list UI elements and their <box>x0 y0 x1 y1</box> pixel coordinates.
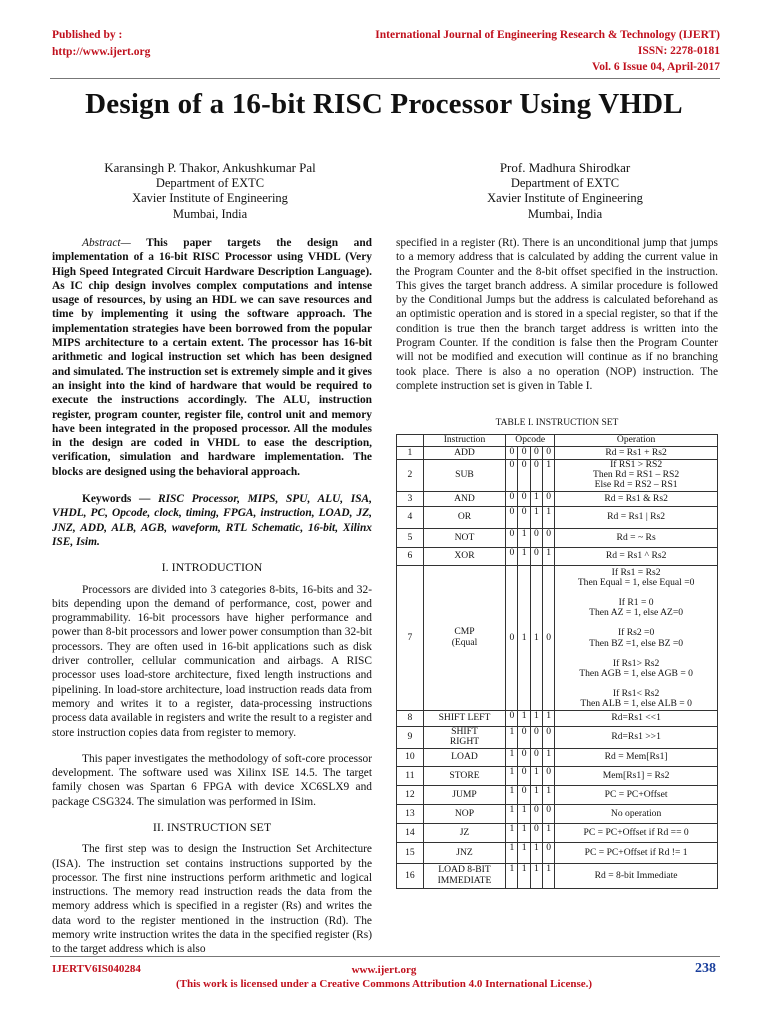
opcode-bit: 0 <box>518 506 530 528</box>
row-number: 13 <box>397 804 424 823</box>
opcode-bit: 0 <box>530 447 542 460</box>
opcode-bit: 0 <box>530 804 542 823</box>
row-operation: Rd = Rs1 ^ Rs2 <box>555 547 718 565</box>
journal-block <box>375 27 720 75</box>
opcode-bit: 1 <box>542 863 554 888</box>
header-operation: Operation <box>555 435 718 447</box>
table-row <box>397 447 718 460</box>
isa-paragraph-1: The first step was to design the Instruction Set Architecture (ISA). The instruction set contains instructions supported by the processor. The first nine instructions perform arithmetic and logical instructions. The memory read instruction reads the data from the memory address which is specified in a register (Rs) and writes the data word to the register mentioned in the instruction (Rd). The memory write instruction writes the data in the specified register (Rs) to the target address which is also <box>52 843 372 956</box>
operation-line: Then Rd = RS1 – RS2 <box>593 469 680 481</box>
opcode-bit: 1 <box>518 547 530 565</box>
row-instruction: NOP <box>423 804 505 823</box>
row-number: 15 <box>397 842 424 863</box>
opcode-bit: 1 <box>542 748 554 766</box>
author-institute: Xavier Institute of Engineering <box>132 191 288 205</box>
instruction-line: SHIFT <box>451 725 478 737</box>
operation-line: Then ALB = 1, else ALB = 0 <box>580 698 692 710</box>
table-caption: TABLE I. INSTRUCTION SET <box>495 418 619 428</box>
author-department: Department of EXTC <box>155 175 265 190</box>
row-instruction: JZ <box>423 823 505 842</box>
opcode-bit: 1 <box>542 460 554 492</box>
opcode-bit: 0 <box>530 460 542 492</box>
instruction-line: LOAD 8-BIT <box>438 864 491 876</box>
opcode-bit: 0 <box>518 785 530 804</box>
page-number: 238 <box>695 961 716 976</box>
opcode-bit: 0 <box>542 565 554 710</box>
published-by-label: Published by : <box>52 29 123 41</box>
operation-line: If Rs1 = Rs2 <box>611 566 661 578</box>
opcode-bit: 1 <box>518 842 530 863</box>
row-operation: Rd = Rs1 + Rs2 <box>555 447 718 460</box>
opcode-bit: 0 <box>518 491 530 506</box>
compare-condition <box>556 628 716 648</box>
row-instruction <box>423 863 505 888</box>
author-block-left <box>60 160 360 222</box>
row-operation: Rd=Rs1 >>1 <box>555 726 718 748</box>
table-row <box>397 547 718 565</box>
author-institute: Xavier Institute of Engineering <box>487 191 643 205</box>
compare-condition <box>556 568 716 588</box>
opcode-bit: 1 <box>530 785 542 804</box>
row-instruction <box>423 565 505 710</box>
publisher-site-link[interactable]: http://www.ijert.org <box>52 46 151 58</box>
row-number: 11 <box>397 766 424 785</box>
opcode-bit: 0 <box>518 726 530 748</box>
author-block-right <box>400 160 730 222</box>
keywords-label: Keywords — <box>82 493 158 506</box>
opcode-bit: 1 <box>518 710 530 726</box>
compare-condition <box>556 689 716 709</box>
row-instruction: ADD <box>423 447 505 460</box>
opcode-bit: 0 <box>530 726 542 748</box>
footer-site-link[interactable]: www.ijert.org <box>351 964 417 976</box>
opcode-bit: 1 <box>530 710 542 726</box>
instruction-line: RIGHT <box>449 736 480 748</box>
footer-divider <box>50 956 720 957</box>
section-heading-introduction: I. INTRODUCTION <box>161 560 263 575</box>
row-operation: Rd = 8-bit Immediate <box>555 863 718 888</box>
row-number: 4 <box>397 506 424 528</box>
row-operation: Rd = Rs1 & Rs2 <box>555 491 718 506</box>
operation-line: Then Equal = 1, else Equal =0 <box>577 576 695 588</box>
row-number: 7 <box>397 565 424 710</box>
row-operation: PC = PC+Offset if Rd == 0 <box>555 823 718 842</box>
author-names: Karansingh P. Thakor, Ankushkumar Pal <box>104 160 316 175</box>
footer-license: (This work is licensed under a Creative Commons Attribution 4.0 International License.) <box>175 978 593 990</box>
opcode-bit: 0 <box>542 528 554 547</box>
row-number: 16 <box>397 863 424 888</box>
row-number: 9 <box>397 726 424 748</box>
opcode-bit: 1 <box>506 842 518 863</box>
row-instruction: AND <box>423 491 505 506</box>
abstract-label: Abstract— <box>82 237 131 249</box>
header-instruction: Instruction <box>423 435 505 447</box>
abstract-text: This paper targets the design and implementation of a 16-bit RISC Processor using VHDL (Very High Speed Integrated Circuit Hardware Description Language). As IC chip design involves complex computations and intense usage of resources, by using an HDL we can save resources and time by implementing it using the software approach. The implementation strategies have been borrowed from the popular MIPS architecture to a certain extent. The processor has 16-bit arithmetic and logical instruction set which has been designed and simulated. The instruction set is extremely simple and it gives an insight into the kind of hardware that would be required to execute the instructions accordingly. The ALU, instruction register, program counter, register file, control unit and memory have been integrated in the proposed processor. All the modules in the design are coded in VHDL to ease the description, verification, simulation and hardware implementation. The blocks are designed using the behavioral approach. <box>52 237 372 478</box>
opcode-bit: 0 <box>506 710 518 726</box>
row-operation: PC = PC+Offset if Rd != 1 <box>555 842 718 863</box>
opcode-bit: 0 <box>506 460 518 492</box>
operation-line: Then AZ = 1, else AZ=0 <box>589 607 684 619</box>
opcode-bit: 1 <box>506 863 518 888</box>
abstract <box>52 236 372 479</box>
operation-line: If Rs1< Rs2 <box>612 688 660 700</box>
row-instruction: NOT <box>423 528 505 547</box>
opcode-bit: 1 <box>530 842 542 863</box>
opcode-bit: 1 <box>506 726 518 748</box>
opcode-bit: 0 <box>518 460 530 492</box>
row-operation: No operation <box>555 804 718 823</box>
opcode-bit: 1 <box>530 766 542 785</box>
row-instruction: JUMP <box>423 785 505 804</box>
row-operation: Rd = Rs1 | Rs2 <box>555 506 718 528</box>
opcode-bit: 1 <box>542 547 554 565</box>
opcode-bit: 1 <box>518 528 530 547</box>
row-instruction: STORE <box>423 766 505 785</box>
row-number: 5 <box>397 528 424 547</box>
opcode-bit: 0 <box>506 547 518 565</box>
row-number: 3 <box>397 491 424 506</box>
row-instruction: OR <box>423 506 505 528</box>
row-number: 1 <box>397 447 424 460</box>
compare-condition <box>556 659 716 679</box>
table-row <box>397 528 718 547</box>
row-instruction: LOAD <box>423 748 505 766</box>
opcode-bit: 1 <box>518 565 530 710</box>
row-operation <box>555 565 718 710</box>
opcode-bit: 0 <box>542 447 554 460</box>
opcode-bit: 0 <box>542 766 554 785</box>
journal-name: International Journal of Engineering Research & Technology (IJERT) <box>375 29 720 41</box>
table-row <box>397 804 718 823</box>
row-number: 2 <box>397 460 424 492</box>
row-operation: Rd = ~ Rs <box>555 528 718 547</box>
opcode-bit: 0 <box>518 766 530 785</box>
opcode-bit: 1 <box>542 710 554 726</box>
opcode-bit: 1 <box>530 506 542 528</box>
opcode-bit: 0 <box>542 726 554 748</box>
footer-center <box>0 963 768 991</box>
author-department: Department of EXTC <box>510 175 620 190</box>
opcode-bit: 0 <box>542 804 554 823</box>
table-row <box>397 565 718 710</box>
row-operation <box>555 460 718 492</box>
right-column <box>396 236 718 393</box>
opcode-bit: 1 <box>506 785 518 804</box>
publisher-block <box>52 27 150 61</box>
keywords-text: RISC Processor, MIPS, SPU, ALU, ISA, VHDL, PC, Opcode, clock, timing, FPGA, instruction, LOAD, JZ, JNZ, ADD, ALB, AGB, waveform, RTL Schematic, 16-bit, Xilinx ISE, Isim. <box>52 493 372 548</box>
opcode-bit: 1 <box>518 804 530 823</box>
paper-title: Design of a 16-bit RISC Processor Using VHDL <box>85 88 683 120</box>
operation-line: Then BZ =1, else BZ =0 <box>589 637 684 649</box>
opcode-bit: 1 <box>530 863 542 888</box>
operation-line: If Rs1> Rs2 <box>612 657 660 669</box>
opcode-bit: 0 <box>518 447 530 460</box>
author-city: Mumbai, India <box>172 206 248 221</box>
opcode-bit: 1 <box>530 491 542 506</box>
header-divider <box>50 78 720 79</box>
table-row <box>397 460 718 492</box>
row-number: 12 <box>397 785 424 804</box>
opcode-bit: 1 <box>506 823 518 842</box>
author-city: Mumbai, India <box>527 206 603 221</box>
row-operation: Rd = Mem[Rs1] <box>555 748 718 766</box>
intro-paragraph-1: Processors are divided into 3 categories 8-bits, 16-bits and 32-bits depending upon the demand of performance, cost, power and programmability. 16-bit processors have higher performance and power than 8-bit processors and lower power consumption than 32-bit processors. They are often used in 16-bit applications such as disk driver controller, cellular communication and airbags. A RISC processor uses load-store architecture, fixed length instructions and pipelining. In load-store architecture, load instruction reads data from memory and writes it to a register, data-processing instructions process data available in registers and write the result to a register and store instruction copies data from register to memory. <box>52 583 372 739</box>
instruction-line: IMMEDIATE <box>437 874 492 886</box>
table-row <box>397 710 718 726</box>
opcode-bit: 1 <box>542 823 554 842</box>
header-opcode: Opcode <box>506 435 555 447</box>
row-instruction: SHIFT LEFT <box>423 710 505 726</box>
compare-condition <box>556 598 716 618</box>
row-operation: Mem[Rs1] = Rs2 <box>555 766 718 785</box>
operation-line: If RS1 > RS2 <box>610 459 663 470</box>
table-row <box>397 506 718 528</box>
opcode-bit: 0 <box>542 842 554 863</box>
opcode-bit: 1 <box>518 863 530 888</box>
table-row <box>397 863 718 888</box>
left-column <box>52 236 372 957</box>
opcode-bit: 0 <box>530 748 542 766</box>
row-instruction: SUB <box>423 460 505 492</box>
table-row <box>397 823 718 842</box>
operation-line: Else Rd = RS2 – RS1 <box>594 479 678 491</box>
row-instruction: JNZ <box>423 842 505 863</box>
row-number: 10 <box>397 748 424 766</box>
row-instruction <box>423 726 505 748</box>
opcode-bit: 0 <box>530 823 542 842</box>
table-row <box>397 491 718 506</box>
row-instruction: XOR <box>423 547 505 565</box>
table-row <box>397 748 718 766</box>
opcode-bit: 0 <box>506 491 518 506</box>
opcode-bit: 0 <box>506 528 518 547</box>
table-row <box>397 766 718 785</box>
row-number: 14 <box>397 823 424 842</box>
row-number: 6 <box>397 547 424 565</box>
table-row <box>397 726 718 748</box>
intro-paragraph-2: This paper investigates the methodology of soft-core processor development. The software used was Xilinx ISE 14.5. The target family chosen was Spartan 6 FPGA with device XC6SLX9 and package CSG324. The simulation was performed in ISim. <box>52 752 372 808</box>
opcode-bit: 0 <box>530 528 542 547</box>
opcode-bit: 1 <box>542 506 554 528</box>
operation-line: If R1 = 0 <box>618 597 654 609</box>
opcode-bit: 1 <box>506 766 518 785</box>
opcode-bit: 0 <box>506 506 518 528</box>
opcode-bit: 0 <box>530 547 542 565</box>
opcode-bit: 1 <box>506 748 518 766</box>
instruction-line: (Equal <box>451 636 478 648</box>
section-heading-instruction-set: II. INSTRUCTION SET <box>152 819 272 834</box>
instruction-line: CMP <box>454 626 475 638</box>
author-names: Prof. Madhura Shirodkar <box>499 160 631 175</box>
operation-line: If Rs2 =0 <box>617 627 655 639</box>
row-operation: Rd=Rs1 <<1 <box>555 710 718 726</box>
keywords <box>52 492 372 549</box>
opcode-bit: 1 <box>506 804 518 823</box>
opcode-bit: 1 <box>518 823 530 842</box>
table-row <box>397 785 718 804</box>
operation-line: Then AGB = 1, else AGB = 0 <box>579 668 693 680</box>
table-header-row <box>397 435 718 447</box>
row-number: 8 <box>397 710 424 726</box>
opcode-bit: 0 <box>518 748 530 766</box>
instruction-set-table <box>396 434 718 889</box>
row-operation: PC = PC+Offset <box>555 785 718 804</box>
opcode-bit: 1 <box>530 565 542 710</box>
journal-volume: Vol. 6 Issue 04, April-2017 <box>591 61 720 73</box>
opcode-bit: 0 <box>506 447 518 460</box>
isa-paragraph-2: specified in a register (Rt). There is an unconditional jump that jumps to a memory address that is calculated by adding the current value in the Program Counter and the 8-bit offset specified in the instruction. This gives the target branch address. A similar procedure is followed by the Conditional Jumps but the address is calculated beforehand as an optimistic operation and is stored in a special register, so that if the condition is true then the branch target address is written into the Program Counter. If the condition is false then the Program Counter will not be modified and execution will continue as if no branching took place. There is also a no operation (NOP) instruction. The complete instruction set is given in Table I. <box>396 237 718 392</box>
journal-issn: ISSN: 2278-0181 <box>637 45 720 57</box>
footer-paper-id: IJERTV6IS040284 <box>52 963 141 975</box>
opcode-bit: 0 <box>506 565 518 710</box>
opcode-bit: 1 <box>542 785 554 804</box>
table-row <box>397 842 718 863</box>
opcode-bit: 0 <box>542 491 554 506</box>
header-number <box>397 435 424 447</box>
